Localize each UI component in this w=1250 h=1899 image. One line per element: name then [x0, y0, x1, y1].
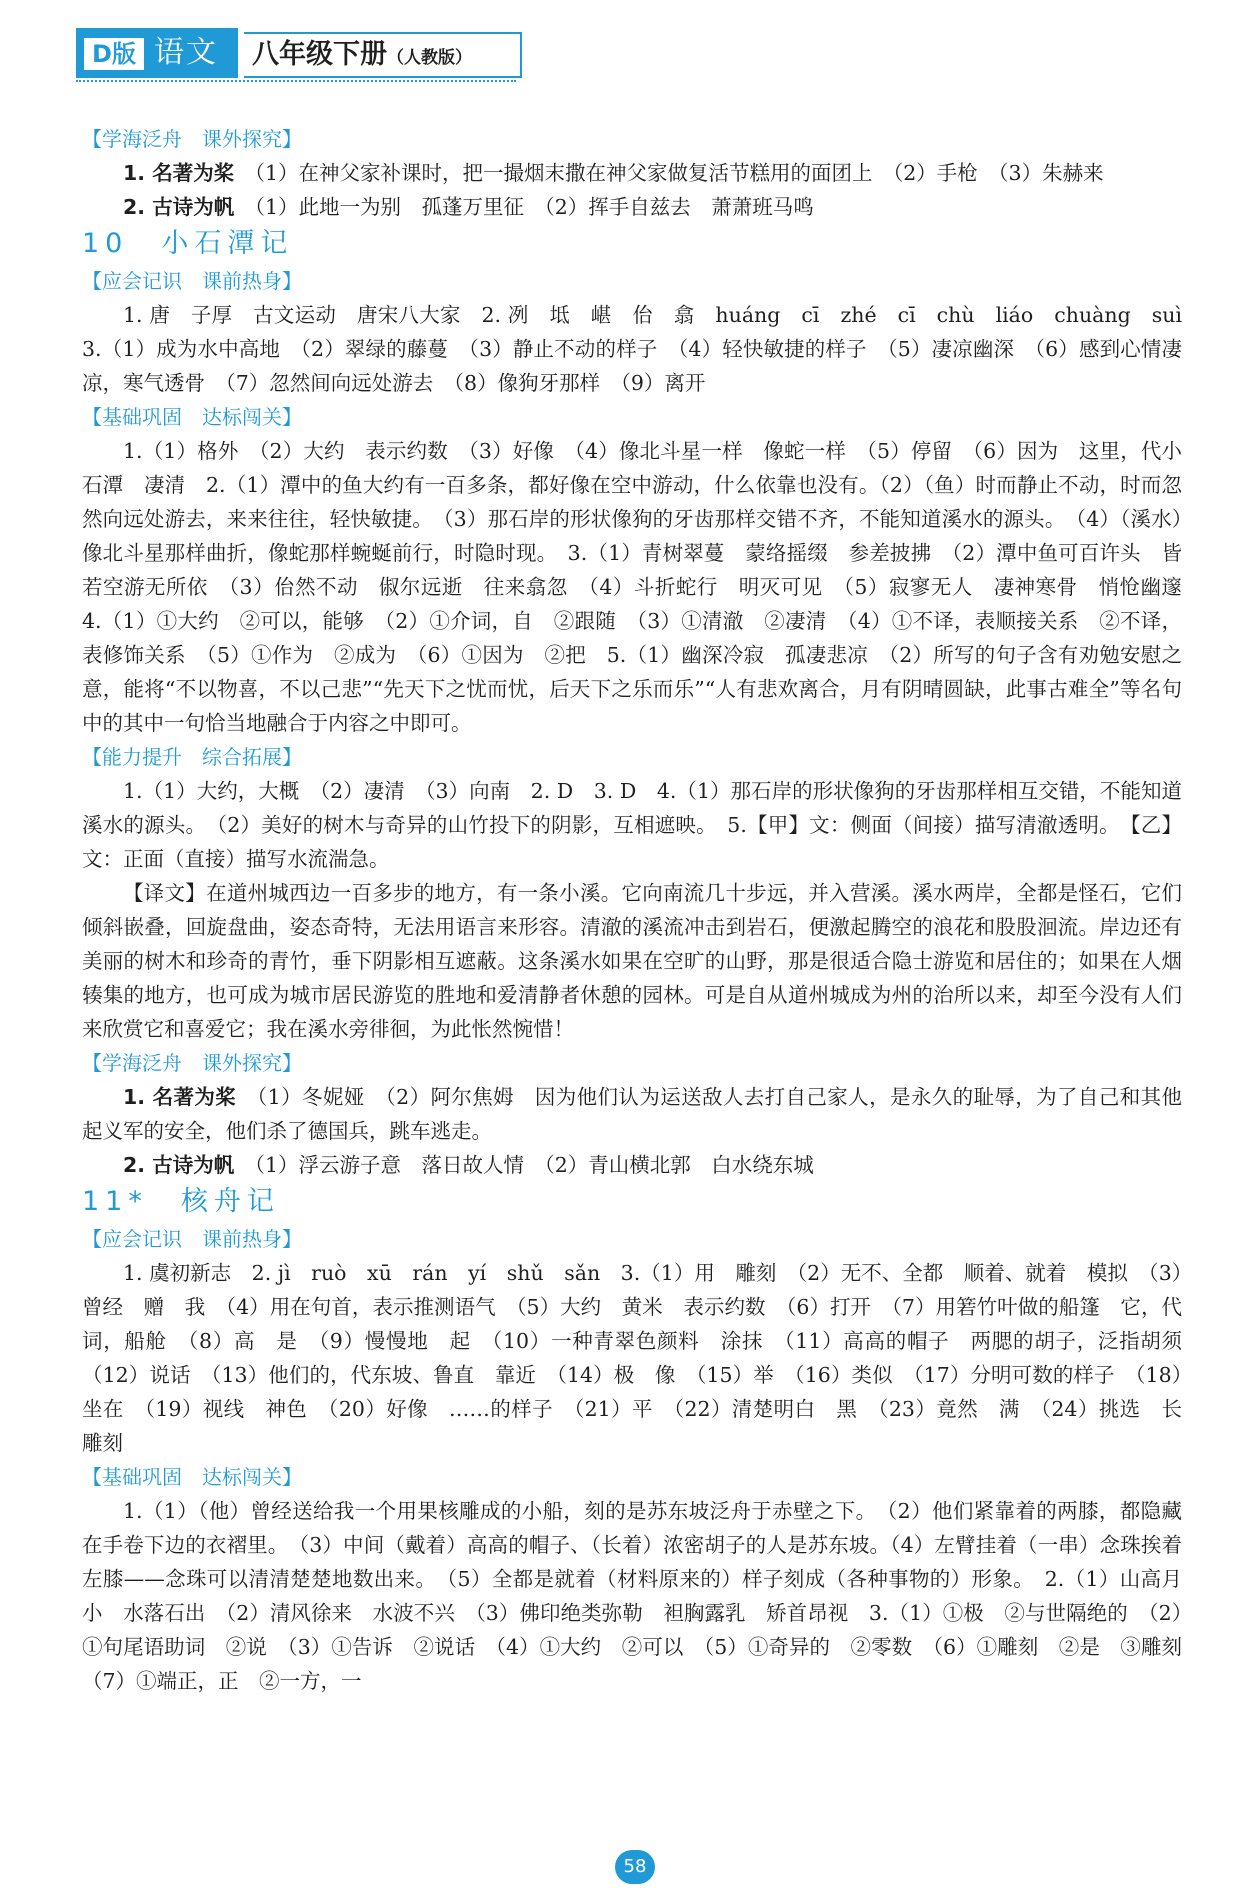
lesson-title: 10 小石潭记: [82, 228, 294, 259]
section-heading: 【应会记识 课前热身】: [82, 269, 302, 293]
item-text: （1）浮云游子意 落日故人情 （2）青山横北郭 白水绕东城: [234, 1153, 814, 1177]
item-text: （1）冬妮娅 （2）阿尔焦姆 因为他们认为运送敌人去打自己家人，是永久的耻辱，为了自己和其他起义军的安全，他们杀了德国兵，跳车逃走。: [82, 1085, 1182, 1143]
answer-paragraph: [82, 156, 1182, 190]
answer-paragraph: [82, 190, 1182, 224]
item-label: 1. 名著为桨: [123, 161, 235, 185]
item-label: 2. 古诗为帆: [123, 195, 235, 219]
item-label: 1. 名著为桨: [123, 1085, 237, 1109]
grade-label: [244, 32, 522, 78]
answer-paragraph: [82, 1080, 1182, 1148]
answer-content: [82, 122, 1203, 1698]
publisher-text: （人教版）: [387, 48, 472, 68]
answer-paragraph: [82, 1148, 1182, 1182]
item-text: （1）在神父家补课时，把一撮烟末撒在神父家做复活节糕用的面团上 （2）手枪 （3）朱赫来: [234, 161, 1104, 185]
item-label: 2. 古诗为帆: [123, 1153, 235, 1177]
edition-label: D版: [84, 38, 144, 70]
answer-paragraph: 1.（1）格外 （2）大约 表示约数 （3）好像 （4）像北斗星一样 像蛇一样 （5）停留 （6）因为 这里，代小石潭 凄清 2.（1）潭中的鱼大约有一百多条，都好像在空中游动，什么依靠也没有。（2）（鱼）时而静止不动，时而忽然向远处游去，来来往往，轻快敏捷。 （3）那石岸的形状像狗的牙齿那样交错不齐，不能知道溪水的源头。 （4）（溪水）像北斗星那样曲折，像蛇那样蜿蜒前行，时隐时现。 3.（1）青树翠蔓 蒙络摇缀 参差披拂 （2）潭中鱼可百许头 皆若空游无所依 （3）佁然不动 俶尔远逝 往来翕忽 （4）斗折蛇行 明灭可见 （5）寂寥无人 凄神寒骨 悄怆幽邃 4.（1）①大约 ②可以，能够 （2）①介词，自 ②跟随 （3）①清澈 ②凄清 （4）①不译，表顺接关系 ②不译，表修饰关系 （5）①作为 ②成为 （6）①因为 ②把 5.（1）幽深冷寂 孤凄悲凉 （2）所写的句子含有劝勉安慰之意，能将“不以物喜，不以己悲”“先天下之忧而忧，后天下之乐而乐”“人有悲欢离合，月有阴晴圆缺，此事古难全”等名句中的其中一句恰当地融合于内容之中即可。: [82, 439, 1203, 735]
header-divider: [76, 80, 516, 84]
section-heading: 【基础巩固 达标闯关】: [82, 1465, 302, 1489]
subject-label: 语文: [154, 35, 218, 70]
answer-paragraph: 1. 虞初新志 2. jì ruò xū rán yí shǔ sǎn 3.（1）用 雕刻 （2）无不、全都 顺着、就着 模拟 （3）曾经 赠 我 （4）用在句首，表示推测语气 （5）大约 黄米 表示约数 （6）打开 （7）用箬竹叶做的船篷 它，代词，船舱 （8）高 是 （9）慢慢地 起 （10）一种青翠色颜料 涂抹 （11）高高的帽子 两腮的胡子，泛指胡须 （12）说话 （13）他们的，代东坡、鲁直 靠近 （14）极 像 （15）举 （16）类似 （17）分明可数的样子 （18）坐在 （19）视线 神色 （20）好像 ……的样子 （21）平 （22）清楚明白 黑 （23）竟然 满 （24）挑选 长 雕刻: [82, 1261, 1203, 1455]
answer-paragraph: 1.（1）大约，大概 （2）凄清 （3）向南 2. D 3. D 4.（1）那石岸的形状像狗的牙齿那样相互交错，不能知道溪水的源头。 （2）美好的树木与奇异的山竹投下的阴影，互相遮映。 5.【甲】文：侧面（间接）描写清澈透明。 【乙】文：正面（直接）描写水流湍急。: [82, 779, 1182, 871]
page-header: [76, 28, 516, 84]
answer-paragraph: 1. 唐 子厚 古文运动 唐宋八大家 2. 冽 坻 嵁 佁 翕 huáng cī zhé cī chù liáo chuàng suì 3.（1）成为水中高地 （2）翠绿的藤蔓 （3）静止不动的样子 （4）轻快敏捷的样子 （5）凄凉幽深 （6）感到心情凄凉，寒气透骨 （7）忽然间向远处游去 （8）像狗牙那样 （9）离开: [82, 303, 1203, 395]
section-heading: 【学海泛舟 课外探究】: [82, 127, 302, 151]
grade-text: 八年级下册: [252, 39, 387, 70]
page-number: 58: [615, 1850, 655, 1884]
item-text: （1）此地一为别 孤蓬万里征 （2）挥手自兹去 萧萧班马鸣: [234, 195, 814, 219]
section-heading: 【基础巩固 达标闯关】: [82, 405, 302, 429]
section-heading: 【能力提升 综合拓展】: [82, 745, 302, 769]
answer-paragraph: 【译文】在道州城西边一百多步的地方，有一条小溪。它向南流几十步远，并入营溪。溪水两岸，全都是怪石，它们倾斜嵌叠，回旋盘曲，姿态奇特，无法用语言来形容。清澈的溪流冲击到岩石，便激起腾空的浪花和股股洄流。岸边还有美丽的树木和珍奇的青竹，垂下阴影相互遮蔽。这条溪水如果在空旷的山野，那是很适合隐士游览和居住的；如果在人烟辏集的地方，也可成为城市居民游览的胜地和爱清静者休憩的园林。可是自从道州城成为州的治所以来，却至今没有人们来欣赏它和喜爱它；我在溪水旁徘徊，为此怅然惋惜！: [82, 881, 1182, 1041]
section-heading: 【学海泛舟 课外探究】: [82, 1051, 302, 1075]
answer-paragraph: 1.（1）（他）曾经送给我一个用果核雕成的小船，刻的是苏东坡泛舟于赤壁之下。 （2）他们紧靠着的两膝，都隐藏在手卷下边的衣褶里。 （3）中间（戴着）高高的帽子、（长着）浓密胡子的人是苏东坡。（4）左臂挂着（一串）念珠挨着左膝——念珠可以清清楚楚地数出来。 （5）全都是就着（材料原来的）样子刻成（各种事物的）形象。 2.（1）山高月小 水落石出 （2）清风徐来 水波不兴 （3）佛印绝类弥勒 袒胸露乳 矫首昂视 3.（1）①极 ②与世隔绝的 （2）①句尾语助词 ②说 （3）①告诉 ②说话 （4）①大约 ②可以 （5）①奇异的 ②零数 （6）①雕刻 ②是 ③雕刻 （7）①端正，正 ②一方，一: [82, 1499, 1203, 1693]
section-heading: 【应会记识 课前热身】: [82, 1227, 302, 1251]
lesson-title: 11* 核舟记: [82, 1186, 280, 1217]
